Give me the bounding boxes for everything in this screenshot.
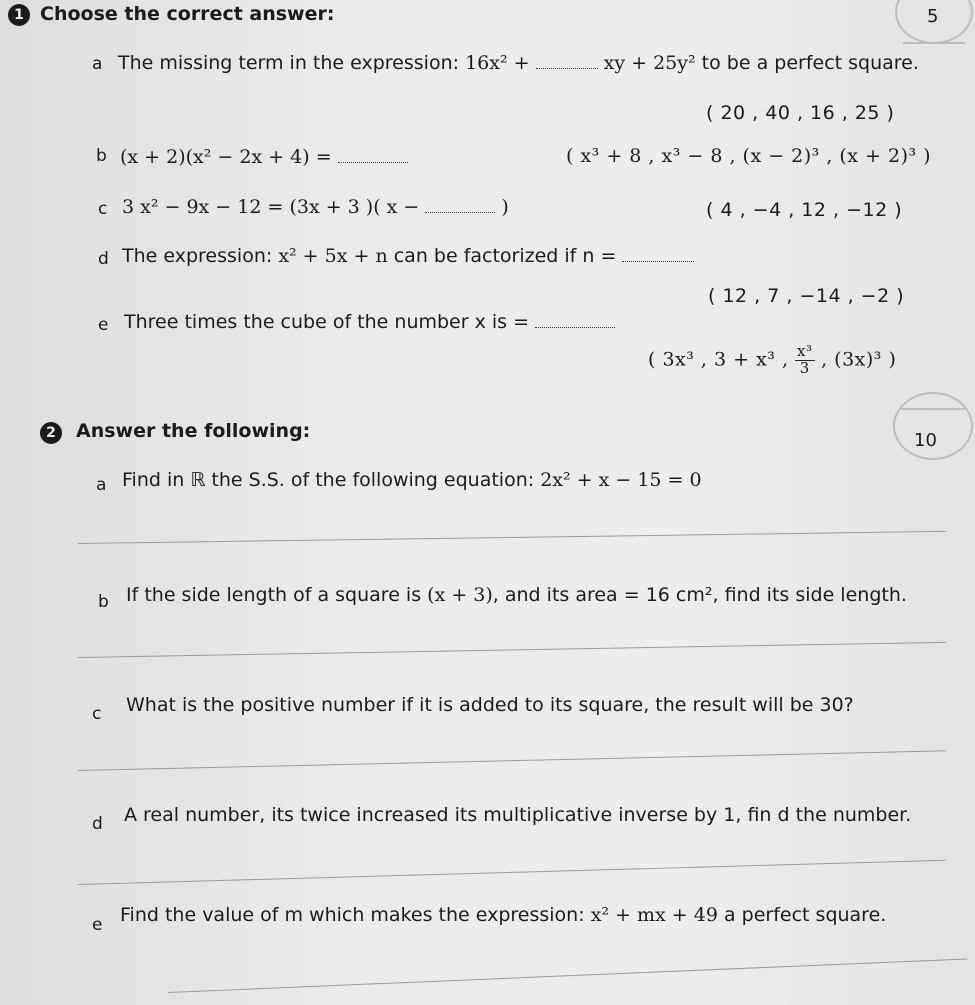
q1e-choices [648,344,896,377]
q1c-expr-text: 3 x² − 9x − 12 = (3x + 3 )( x − [122,196,420,218]
q1e-blank[interactable] [535,327,615,328]
section-2-number: 2 [40,422,62,444]
q1e-choice4: , (3x)³ ) [821,348,897,371]
q2a-answer-line[interactable] [78,531,946,544]
q1a-letter: a [92,54,103,74]
q2a-text [122,469,702,491]
q1b-expr-text: (x + 2)(x² − 2x + 4) = [120,146,332,168]
q2c-answer-line[interactable] [78,750,946,771]
q2b-text2: , and its area = 16 cm², find its side length. [492,584,907,606]
q2b-expr: (x + 3) [427,584,493,606]
q2b-text [126,584,907,606]
q1a-text [118,52,919,74]
q1d-letter: d [98,249,109,269]
q2d-answer-line[interactable] [78,860,946,885]
q1d-expr: x² + 5x + n [278,245,388,267]
q1a-blank[interactable] [536,68,598,69]
q1b-letter: b [96,146,107,166]
q2d-text: A real number, its twice increased its multiplicative inverse by 1, fin d the number. [124,804,912,826]
q1a-choices: ( 20 , 40 , 16 , 25 ) [706,102,895,124]
section-2-title: Answer the following: [76,420,311,442]
q1e-choice3-fraction [795,344,814,377]
q1e-choice1: ( 3x³ , [648,348,708,371]
q1a-text-before: The missing term in the expression: [118,52,460,74]
q1c-expr-close: ) [501,196,509,218]
q1d-text-label: The expression: [122,245,273,267]
q2a-text-label: Find in ℝ the S.S. of the following equation: [122,469,535,491]
q1b-blank[interactable] [338,162,408,163]
q1d-blank[interactable] [622,261,694,262]
q2b-letter: b [98,592,109,612]
q1b-expr [120,146,408,168]
q1d-text-after: can be factorized if n = [393,245,617,267]
q2e-text [120,904,886,926]
q2a-letter: a [96,475,107,495]
q1c-expr [122,196,509,218]
q1e-text [124,311,615,333]
q1d-choices: ( 12 , 7 , −14 , −2 ) [708,285,905,307]
q2b-answer-line[interactable] [78,642,946,658]
q1d-text [122,245,694,267]
q1c-blank[interactable] [425,212,495,213]
q2e-expr: x² + mx + 49 [590,904,718,926]
q1a-text-after: to be a perfect square. [701,52,919,74]
q2e-text-after: a perfect square. [723,904,887,926]
q1c-letter: c [98,199,108,219]
q2a-expr: 2x² + x − 15 = 0 [540,469,702,491]
q1a-expr2: xy + 25y² [603,52,696,74]
q2e-answer-line[interactable] [168,958,967,992]
q2c-text: What is the positive number if it is added to its square, the result will be 30? [126,694,854,716]
section-1-number: 1 [8,4,30,26]
q2d-letter: d [92,814,103,834]
q1e-frac-den: 3 [799,358,810,377]
q1e-frac-num: x³ [797,342,813,360]
q1c-choices: ( 4 , −4 , 12 , −12 ) [706,199,903,221]
q1a-expr1: 16x² + [465,52,530,74]
section-1-title: Choose the correct answer: [40,3,335,25]
q2b-text-label: If the side length of a square is [126,584,422,606]
q1b-choices: ( x³ + 8 , x³ − 8 , (x − 2)³ , (x + 2)³ ) [566,145,932,167]
q1e-choice2: 3 + x³ , [714,348,789,371]
q2e-text-label: Find the value of m which makes the expression: [120,904,585,926]
section-2-marks: 10 [914,430,937,451]
q1e-letter: e [98,315,109,335]
q1e-text-label: Three times the cube of the number x is = [124,311,530,333]
q2e-letter: e [92,915,103,935]
section-1-marks: 5 [927,6,939,27]
q2c-letter: c [92,704,102,724]
